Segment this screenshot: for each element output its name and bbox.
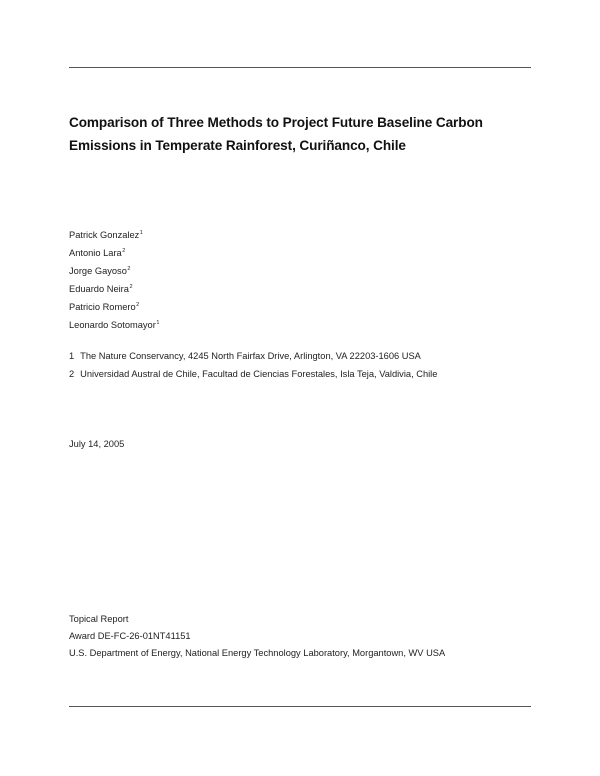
affiliation-number: 2 <box>69 369 75 379</box>
affiliation-item <box>69 347 437 365</box>
author-affiliation-mark: 2 <box>136 302 140 308</box>
author-item <box>69 316 159 334</box>
author-list <box>69 226 159 334</box>
author-affiliation-mark: 1 <box>156 320 160 326</box>
affiliation-number: 1 <box>69 351 75 361</box>
author-affiliation-mark: 2 <box>122 248 126 254</box>
author-affiliation-mark: 2 <box>127 266 131 272</box>
author-name: Jorge Gayoso <box>69 266 127 276</box>
bottom-divider <box>69 706 531 707</box>
author-affiliation-mark: 1 <box>139 230 143 236</box>
author-name: Patricio Romero <box>69 302 136 312</box>
report-info <box>69 611 445 662</box>
author-item <box>69 262 159 280</box>
author-item <box>69 226 159 244</box>
affiliation-text: The Nature Conservancy, 4245 North Fairfax Drive, Arlington, VA 22203-1606 USA <box>80 351 421 361</box>
title-line-1: Comparison of Three Methods to Project Future Baseline Carbon <box>69 115 483 130</box>
award-number: Award DE-FC-26-01NT41151 <box>69 631 191 641</box>
affiliation-list <box>69 347 437 383</box>
affiliation-text: Universidad Austral de Chile, Facultad de Ciencias Forestales, Isla Teja, Valdivia, Chile <box>80 369 438 379</box>
top-divider <box>69 67 531 68</box>
author-name: Patrick Gonzalez <box>69 230 140 240</box>
report-type: Topical Report <box>69 614 129 624</box>
author-name: Eduardo Neira <box>69 284 129 294</box>
report-date: July 14, 2005 <box>69 439 125 449</box>
title-line-2: Emissions in Temperate Rainforest, Curiñanco, Chile <box>69 138 406 153</box>
author-item <box>69 244 159 262</box>
sponsor: U.S. Department of Energy, National Energy Technology Laboratory, Morgantown, WV USA <box>69 648 446 658</box>
author-item <box>69 280 159 298</box>
affiliation-item <box>69 365 437 383</box>
author-name: Leonardo Sotomayor <box>69 320 156 330</box>
document-title <box>69 111 539 157</box>
author-name: Antonio Lara <box>69 248 122 258</box>
author-affiliation-mark: 2 <box>129 284 133 290</box>
author-item <box>69 298 159 316</box>
